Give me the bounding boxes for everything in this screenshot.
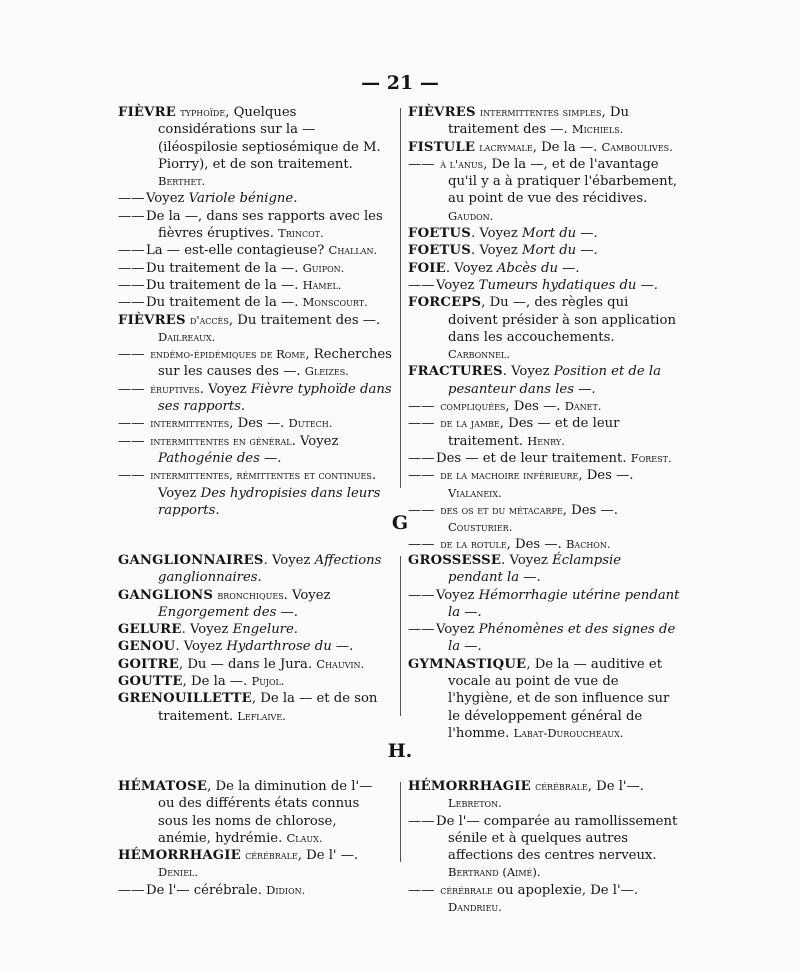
repeat-dash: —— bbox=[408, 277, 435, 293]
entry-subheading: cérébrale bbox=[535, 779, 588, 793]
entry-headword: HÉMATOSE bbox=[118, 779, 208, 794]
index-entry bbox=[118, 621, 392, 638]
index-entry bbox=[118, 433, 392, 468]
index-entry bbox=[118, 242, 392, 259]
entry-text: , Recherches sur les causes des —. bbox=[158, 347, 392, 380]
index-entry bbox=[408, 225, 680, 242]
entry-reference: Affections ganglionnaires. bbox=[158, 553, 382, 586]
section-letter-g: G bbox=[391, 512, 409, 534]
entry-text: , De la — auditive et vocale au point de vue de l'hygiène, et de son influence sur le développement général de l'homme. bbox=[448, 656, 670, 741]
entry-author: Bertrand (Aimé). bbox=[448, 865, 541, 880]
index-column-h-left bbox=[118, 778, 392, 899]
entry-subheading: éruptives bbox=[150, 381, 200, 396]
entry-text: , Du —, des règles qui doivent présider à son application dans les accouchements. bbox=[448, 295, 676, 345]
entry-subheading: bronchiques bbox=[217, 587, 284, 602]
entry-headword: GOUTTE bbox=[118, 674, 183, 690]
index-entry bbox=[408, 415, 680, 450]
index-entry bbox=[118, 312, 392, 347]
repeat-dash: —— bbox=[408, 622, 435, 638]
entry-subheading: d'accès bbox=[189, 312, 229, 327]
repeat-dash: —— bbox=[408, 587, 435, 603]
entry-author: Vialaneix. bbox=[448, 485, 502, 500]
repeat-dash: —— bbox=[408, 882, 435, 898]
entry-reference: Pathogénie des —. bbox=[158, 450, 282, 466]
index-entry bbox=[408, 552, 680, 587]
entry-subheading: typhoïde bbox=[180, 105, 226, 119]
entry-reference: Position et de la pesanteur dans les —. bbox=[448, 364, 661, 397]
entry-subheading: de la machoire inférieure bbox=[440, 468, 579, 483]
repeat-dash: —— bbox=[408, 468, 435, 484]
index-entry bbox=[408, 398, 680, 415]
index-entry bbox=[408, 621, 680, 656]
entry-text: , De la —. bbox=[532, 139, 602, 155]
entry-text: La — est-elle contagieuse? bbox=[146, 243, 329, 259]
repeat-dash: —— bbox=[118, 882, 145, 898]
entry-reference: Mort du —. bbox=[521, 226, 598, 242]
index-entry bbox=[118, 294, 392, 311]
entry-author: Lebreton. bbox=[448, 796, 502, 811]
entry-text: . Voyez bbox=[470, 226, 522, 242]
entry-text: , Quelques considérations sur la — (iléospilosie septiosémique de M. Piorry), et de son traitement. bbox=[158, 105, 381, 172]
page-number: — 21 — bbox=[361, 72, 439, 94]
index-entry bbox=[118, 190, 392, 207]
index-entry bbox=[408, 656, 680, 742]
entry-author: Chauvin. bbox=[316, 656, 365, 671]
entry-text: , Des —. bbox=[562, 502, 618, 518]
repeat-dash: —— bbox=[408, 156, 435, 172]
entry-subheading: cérébrale bbox=[245, 848, 298, 863]
repeat-dash: —— bbox=[408, 502, 435, 518]
entry-author: Trincot. bbox=[278, 226, 324, 241]
index-entry bbox=[118, 587, 392, 622]
index-entry bbox=[118, 208, 392, 243]
entry-headword: HÉMORRHAGIE bbox=[408, 779, 531, 794]
index-entry bbox=[118, 277, 392, 294]
entry-author: Berthet. bbox=[158, 174, 206, 189]
entry-headword: FIÈVRE bbox=[118, 105, 177, 120]
entry-subheading: intermittentes bbox=[150, 416, 230, 431]
entry-text: , De l'—. bbox=[587, 779, 644, 794]
index-entry bbox=[408, 778, 680, 813]
entry-reference: Tumeurs hydatiques du —. bbox=[478, 277, 658, 293]
repeat-dash: —— bbox=[408, 813, 435, 829]
entry-headword: FRACTURES bbox=[408, 364, 503, 380]
index-column-f-left bbox=[118, 104, 392, 519]
entry-headword: FOETUS bbox=[408, 243, 471, 259]
index-entry bbox=[118, 673, 392, 690]
entry-headword: FIÈVRES bbox=[408, 105, 476, 120]
entry-author: Carbonnel. bbox=[448, 347, 510, 362]
entry-reference: Hémorrhagie utérine pendant la —. bbox=[448, 587, 680, 620]
entry-text: , De la —, et de l'avantage qu'il y a à pratiquer l'ébarbement, au point de vue des récidives. bbox=[448, 156, 678, 207]
repeat-dash: —— bbox=[118, 295, 145, 311]
entry-author: Michiels. bbox=[571, 122, 624, 137]
section-letter-h: H. bbox=[387, 740, 413, 762]
index-entry bbox=[408, 260, 680, 277]
entry-reference: Variole bénigne. bbox=[188, 191, 298, 207]
entry-headword: GENOU bbox=[118, 639, 176, 655]
entry-headword: GANGLIONNAIRES bbox=[118, 553, 264, 568]
index-entry bbox=[118, 690, 392, 725]
entry-author: Didion. bbox=[266, 882, 306, 897]
index-column-h-right bbox=[408, 778, 680, 916]
entry-text: , De la —. bbox=[182, 674, 252, 690]
entry-author: Forest. bbox=[630, 450, 672, 465]
entry-author: Cousturier. bbox=[448, 520, 513, 535]
entry-headword: GOITRE bbox=[118, 656, 179, 672]
entry-author: Monscourt. bbox=[302, 295, 368, 310]
entry-text: De l'— cérébrale. bbox=[146, 882, 267, 898]
entry-subheading: à l'anus bbox=[440, 156, 484, 171]
entry-author: Leflaive. bbox=[237, 708, 286, 723]
entry-reference: Engelure. bbox=[232, 622, 298, 638]
index-entry bbox=[118, 552, 392, 587]
entry-subheading: intermittentes, rémittentes et continues bbox=[150, 468, 372, 483]
index-entry bbox=[118, 847, 392, 882]
entry-author: Deniel. bbox=[158, 865, 199, 880]
entry-subheading: compliquées bbox=[440, 399, 506, 414]
repeat-dash: —— bbox=[408, 450, 435, 466]
repeat-dash: —— bbox=[408, 399, 435, 415]
index-entry bbox=[408, 156, 680, 225]
entry-headword: GROSSESSE bbox=[408, 553, 502, 568]
entry-text: Du traitement de la —. bbox=[146, 260, 303, 276]
entry-text: , Des — et de leur traitement. bbox=[448, 416, 620, 449]
repeat-dash: —— bbox=[118, 468, 145, 484]
entry-subheading: lacrymale bbox=[479, 139, 533, 154]
index-entry bbox=[408, 813, 680, 882]
entry-reference: Éclampsie pendant la —. bbox=[448, 553, 622, 586]
entry-reference: Mort du —. bbox=[521, 243, 598, 259]
repeat-dash: —— bbox=[408, 416, 435, 432]
entry-headword: GANGLIONS bbox=[118, 587, 214, 603]
entry-author: Dandrieu. bbox=[448, 900, 502, 915]
entry-text: De l'— comparée au ramollissement sénile et à quelques autres affections des centres nerveux. bbox=[436, 813, 678, 864]
index-entry bbox=[408, 882, 680, 917]
index-entry bbox=[118, 346, 392, 381]
entry-headword: GYMNASTIQUE bbox=[408, 656, 527, 672]
repeat-dash: —— bbox=[118, 260, 145, 276]
entry-subheading: endémo-épidémiques de Rome bbox=[150, 347, 306, 362]
index-entry bbox=[408, 277, 680, 294]
entry-subheading: intermittentes simples bbox=[479, 105, 602, 119]
entry-text: . Voyez bbox=[502, 364, 554, 380]
entry-headword: HÉMORRHAGIE bbox=[118, 848, 241, 864]
entry-subheading: intermittentes en général bbox=[150, 433, 292, 448]
entry-text: Voyez bbox=[146, 191, 189, 207]
entry-author: Pujol. bbox=[251, 674, 285, 689]
entry-text: Du traitement de la —. bbox=[146, 277, 303, 293]
entry-text: . Voyez bbox=[283, 587, 331, 603]
entry-author: Henry. bbox=[527, 433, 565, 448]
index-column-g-left bbox=[118, 552, 392, 725]
entry-text: Voyez bbox=[436, 622, 479, 638]
entry-reference: Abcès du —. bbox=[496, 260, 580, 276]
entry-text: . Voyez bbox=[445, 260, 497, 276]
entry-author: Camboulives. bbox=[601, 139, 673, 154]
repeat-dash: —— bbox=[118, 347, 145, 363]
entry-text: , Du — dans le Jura. bbox=[178, 656, 317, 672]
entry-text: Du traitement de la —. bbox=[146, 295, 303, 311]
entry-reference: Des hydropisies dans leurs rapports. bbox=[158, 485, 381, 518]
entry-reference: Engorgement des —. bbox=[158, 604, 298, 620]
index-entry bbox=[118, 656, 392, 673]
entry-author: Claux. bbox=[286, 830, 323, 845]
entry-subheading: de la rotule bbox=[440, 537, 507, 552]
entry-text: . Voyez bbox=[181, 622, 233, 638]
entry-headword: FISTULE bbox=[408, 139, 476, 155]
index-entry bbox=[408, 467, 680, 502]
entry-author: Dailreaux. bbox=[158, 329, 216, 344]
repeat-dash: —— bbox=[118, 243, 145, 259]
entry-author: Guipon. bbox=[302, 260, 345, 275]
index-entry bbox=[408, 363, 680, 398]
index-entry bbox=[408, 450, 680, 467]
column-divider bbox=[400, 108, 401, 488]
entry-text: . Voyez bbox=[470, 243, 522, 259]
entry-text: , Des —. bbox=[578, 468, 634, 484]
entry-headword: GELURE bbox=[118, 622, 182, 638]
entry-text: . Voyez bbox=[291, 433, 339, 449]
entry-author: Challan. bbox=[328, 243, 378, 258]
index-entry bbox=[118, 415, 392, 432]
entry-headword: FOIE bbox=[408, 260, 446, 276]
index-entry bbox=[118, 260, 392, 277]
repeat-dash: —— bbox=[408, 537, 435, 553]
entry-headword: FOETUS bbox=[408, 226, 471, 242]
index-entry bbox=[118, 381, 392, 416]
column-divider bbox=[400, 782, 401, 862]
entry-text: . Voyez bbox=[199, 381, 251, 397]
entry-reference: Fièvre typhoïde dans ses rapports. bbox=[158, 381, 392, 415]
entry-author: Dutech. bbox=[288, 416, 333, 431]
entry-text: , Des —. bbox=[229, 416, 289, 432]
entry-subheading: de la jambe bbox=[440, 416, 500, 431]
entry-reference: Phénomènes et des signes de la —. bbox=[448, 622, 676, 655]
entry-reference: Hydarthrose du —. bbox=[226, 639, 354, 655]
index-entry bbox=[408, 242, 680, 259]
index-entry bbox=[408, 587, 680, 622]
entry-text: . Voyez bbox=[158, 468, 377, 501]
index-entry bbox=[118, 778, 392, 847]
entry-text: De la —, dans ses rapports avec les fièvres éruptives. bbox=[146, 208, 383, 242]
entry-text: . Voyez bbox=[263, 553, 315, 568]
repeat-dash: —— bbox=[118, 433, 145, 449]
repeat-dash: —— bbox=[118, 277, 145, 293]
entry-subheading: des os et du métacarpe bbox=[440, 502, 563, 517]
entry-author: Bachon. bbox=[565, 537, 611, 552]
entry-headword: FIÈVRES bbox=[118, 312, 186, 328]
entry-text: . Voyez bbox=[175, 639, 227, 655]
column-divider bbox=[400, 556, 401, 716]
index-column-g-right bbox=[408, 552, 680, 742]
entry-author: Danet. bbox=[564, 399, 602, 414]
entry-headword: FORCEPS bbox=[408, 295, 482, 311]
index-entry bbox=[408, 104, 680, 139]
entry-text: , Du traitement des —. bbox=[228, 312, 381, 328]
entry-author: Labat-Duroucheaux. bbox=[513, 725, 624, 740]
repeat-dash: —— bbox=[118, 191, 145, 207]
entry-author: Gaudon. bbox=[448, 208, 494, 223]
entry-text: , Des —. bbox=[506, 537, 566, 553]
entry-text: , De la — et de son traitement. bbox=[158, 691, 378, 724]
entry-text: ou apoplexie, De l'—. bbox=[492, 882, 639, 898]
repeat-dash: —— bbox=[118, 381, 145, 397]
index-entry bbox=[118, 882, 392, 899]
entry-text: Voyez bbox=[436, 587, 479, 603]
entry-author: Hamel. bbox=[302, 277, 342, 292]
repeat-dash: —— bbox=[118, 208, 145, 224]
index-entry bbox=[118, 638, 392, 655]
entry-text: Des — et de leur traitement. bbox=[436, 450, 631, 466]
entry-author: Gleizes. bbox=[304, 364, 349, 379]
index-column-f-right bbox=[408, 104, 680, 554]
entry-text: , Du traitement des —. bbox=[448, 105, 629, 138]
entry-text: Voyez bbox=[436, 277, 479, 293]
entry-text: , De la diminution de l'— ou des différents états connus sous les noms de chlorose, anémie, hydrémie. bbox=[158, 779, 373, 846]
entry-text: , De l' —. bbox=[297, 848, 359, 864]
index-entry bbox=[118, 104, 392, 190]
index-entry bbox=[408, 139, 680, 156]
entry-text: , Des —. bbox=[505, 399, 565, 415]
repeat-dash: —— bbox=[118, 416, 145, 432]
entry-subheading: cérébrale bbox=[440, 882, 493, 897]
index-entry bbox=[408, 294, 680, 363]
entry-headword: GRENOUILLETTE bbox=[118, 691, 252, 707]
entry-text: . Voyez bbox=[501, 553, 553, 568]
